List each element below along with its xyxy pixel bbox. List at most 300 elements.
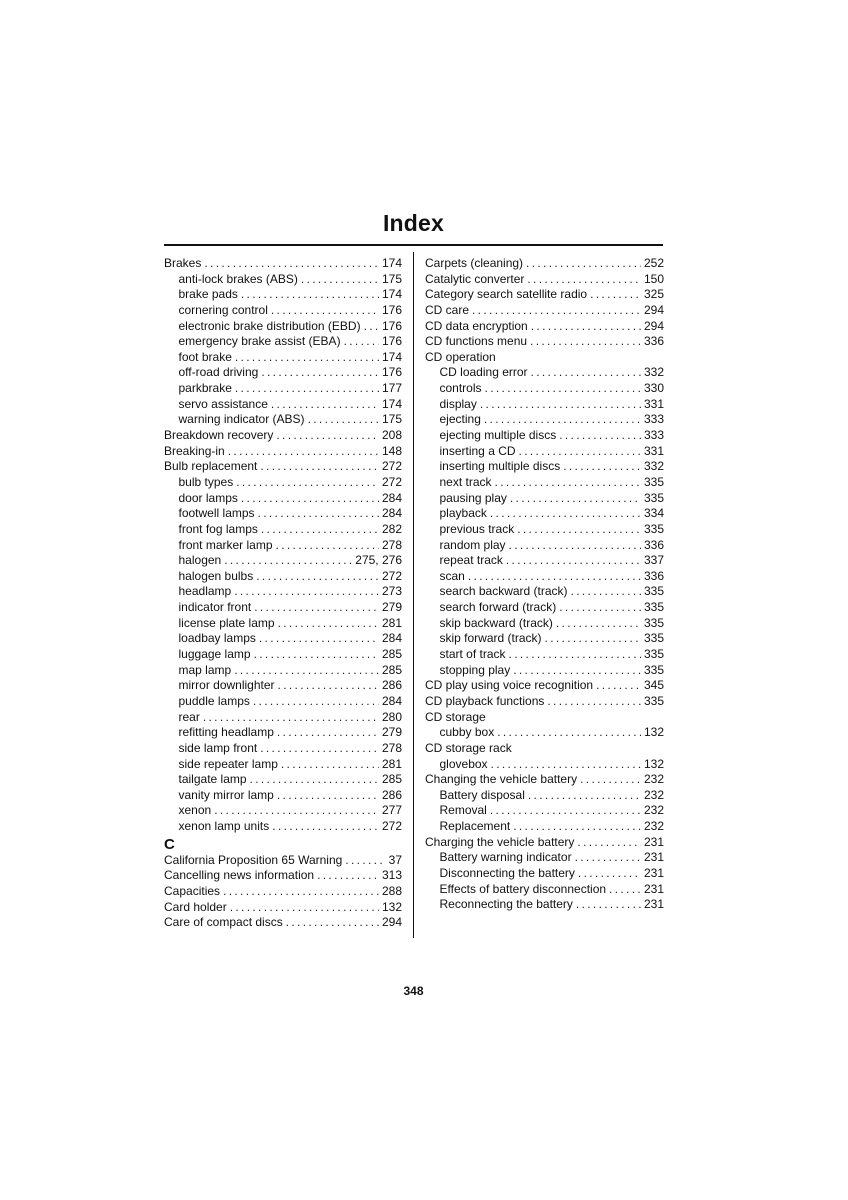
index-subentry	[425, 491, 664, 507]
entry-label: inserting a CD	[439, 443, 516, 458]
dot-leader	[344, 334, 379, 350]
entry-label: Category search satellite radio	[425, 287, 588, 302]
entry-page: 336	[643, 334, 664, 349]
index-subentry	[425, 506, 664, 522]
index-subentry	[164, 616, 402, 632]
entry-page: 284	[381, 693, 402, 708]
entry-label: scan	[439, 568, 465, 583]
dot-leader	[254, 647, 379, 663]
index-entry	[425, 256, 664, 272]
dot-leader	[301, 272, 379, 288]
entry-page: 336	[643, 537, 664, 552]
dot-leader	[260, 459, 379, 475]
index-entry	[164, 868, 402, 884]
index-subentry	[425, 788, 664, 804]
entry-label: CD care	[425, 302, 470, 317]
entry-page: 176	[381, 302, 402, 317]
index-column-right	[425, 256, 664, 913]
dot-leader	[241, 287, 379, 303]
index-subentry	[425, 600, 664, 616]
dot-leader	[276, 428, 379, 444]
dot-leader	[596, 678, 641, 694]
entry-label: brake pads	[178, 287, 238, 302]
entry-label: rear	[178, 709, 200, 724]
entry-page: 332	[643, 459, 664, 474]
dot-leader	[577, 835, 641, 851]
entry-page: 174	[381, 396, 402, 411]
index-entry	[164, 256, 402, 272]
index-entry	[164, 884, 402, 900]
index-entry	[425, 334, 664, 350]
entry-label: start of track	[439, 647, 506, 662]
entry-page: 150	[643, 271, 664, 286]
dot-leader	[590, 287, 641, 303]
index-entry	[164, 900, 402, 916]
dot-leader	[484, 412, 641, 428]
entry-page: 232	[643, 772, 664, 787]
page-number: 348	[403, 984, 424, 998]
index-subentry	[425, 444, 664, 460]
dot-leader	[513, 819, 641, 835]
dot-leader	[497, 725, 641, 741]
index-subentry	[164, 600, 402, 616]
entry-page: 331	[643, 443, 664, 458]
dot-leader	[281, 757, 379, 773]
index-subentry	[425, 850, 664, 866]
entry-label: Carpets (cleaning)	[425, 256, 524, 270]
dot-leader	[271, 303, 379, 319]
entry-label: Reconnecting the battery	[439, 897, 573, 912]
entry-label: parkbrake	[178, 381, 232, 396]
entry-page: 37	[388, 852, 402, 867]
entry-page: 273	[381, 584, 402, 599]
dot-leader	[235, 381, 379, 397]
entry-label: previous track	[439, 521, 515, 536]
entry-label: anti-lock brakes (ABS)	[178, 271, 298, 286]
entry-label: electronic brake distribution (EBD)	[178, 318, 361, 333]
index-subentry	[425, 866, 664, 882]
entry-page: 281	[381, 615, 402, 630]
index-subentry	[164, 303, 402, 319]
dot-leader	[559, 428, 641, 444]
index-subentry	[425, 522, 664, 538]
entry-label: halogen	[178, 553, 222, 568]
entry-label: headlamp	[178, 584, 232, 599]
dot-leader	[531, 319, 641, 335]
entry-label: CD playback functions	[425, 693, 545, 708]
dot-leader	[364, 319, 379, 335]
dot-leader	[509, 647, 641, 663]
entry-label: display	[439, 396, 477, 411]
entry-page: 336	[643, 568, 664, 583]
entry-page: 294	[643, 302, 664, 317]
dot-leader	[308, 412, 379, 428]
entry-page: 345	[643, 678, 664, 693]
entry-page: 335	[643, 584, 664, 599]
index-subentry	[164, 631, 402, 647]
dot-leader	[506, 553, 641, 569]
entry-page: 330	[643, 381, 664, 396]
dot-leader	[563, 459, 641, 475]
dot-leader	[259, 631, 379, 647]
dot-leader	[527, 272, 641, 288]
entry-page: 333	[643, 428, 664, 443]
entry-page: 279	[381, 600, 402, 615]
index-entry	[425, 319, 664, 335]
index-entry	[425, 741, 664, 757]
entry-label: Replacement	[439, 819, 511, 834]
dot-leader	[260, 741, 379, 757]
entry-label: CD loading error	[439, 365, 528, 380]
dot-leader	[235, 350, 379, 366]
dot-leader	[261, 365, 379, 381]
entry-label: Cancelling news information	[164, 868, 315, 883]
index-column-left	[164, 256, 402, 931]
index-entry	[164, 915, 402, 931]
dot-leader	[276, 538, 379, 554]
entry-label: Catalytic converter	[425, 271, 525, 286]
dot-leader	[509, 538, 641, 554]
entry-page: 331	[643, 396, 664, 411]
dot-leader	[204, 256, 379, 272]
dot-leader	[317, 868, 379, 884]
index-subentry	[425, 663, 664, 679]
entry-page: 278	[381, 740, 402, 755]
dot-leader	[526, 256, 641, 272]
index-subentry	[164, 757, 402, 773]
entry-page: 174	[381, 287, 402, 302]
dot-leader	[531, 365, 641, 381]
entry-label: halogen bulbs	[178, 568, 254, 583]
entry-label: repeat track	[439, 553, 503, 568]
index-subentry	[164, 272, 402, 288]
dot-leader	[580, 772, 641, 788]
dot-leader	[223, 884, 379, 900]
entry-label: random play	[439, 537, 506, 552]
index-subentry	[164, 772, 402, 788]
entry-label: xenon	[178, 803, 212, 818]
entry-label: license plate lamp	[178, 615, 275, 630]
entry-label: off-road driving	[178, 365, 259, 380]
index-entry	[164, 444, 402, 460]
entry-label: servo assistance	[178, 396, 268, 411]
entry-label: skip forward (track)	[439, 631, 542, 646]
dot-leader	[277, 725, 379, 741]
entry-page: 285	[381, 772, 402, 787]
index-subentry	[425, 725, 664, 741]
index-subentry	[425, 819, 664, 835]
entry-label: cubby box	[439, 725, 495, 740]
entry-page: 175	[381, 412, 402, 427]
entry-page: 231	[643, 850, 664, 865]
entry-page: 335	[643, 647, 664, 662]
index-subentry	[425, 365, 664, 381]
entry-label: Bulb replacement	[164, 459, 258, 474]
entry-page: 272	[381, 568, 402, 583]
entry-page: 284	[381, 631, 402, 646]
entry-page: 176	[381, 318, 402, 333]
index-subentry	[164, 710, 402, 726]
index-subentry	[164, 365, 402, 381]
entry-page: 174	[381, 256, 402, 270]
dot-leader	[271, 397, 379, 413]
entry-label: Breakdown recovery	[164, 428, 274, 443]
index-subentry	[164, 647, 402, 663]
entry-page: 208	[381, 428, 402, 443]
entry-page: 279	[381, 725, 402, 740]
dot-leader	[490, 803, 641, 819]
entry-page: 288	[381, 883, 402, 898]
dot-leader	[277, 788, 379, 804]
dot-leader	[485, 381, 641, 397]
index-entry	[425, 694, 664, 710]
dot-leader	[234, 584, 379, 600]
dot-leader	[203, 710, 379, 726]
entry-page: 176	[381, 365, 402, 380]
entry-page: 231	[643, 897, 664, 912]
entry-page: 337	[643, 553, 664, 568]
entry-page: 231	[643, 865, 664, 880]
dot-leader	[272, 819, 379, 835]
entry-page: 278	[381, 537, 402, 552]
index-subentry	[164, 475, 402, 491]
entry-label: footwell lamps	[178, 506, 255, 521]
entry-label: next track	[439, 474, 492, 489]
entry-label: California Proposition 65 Warning	[164, 852, 343, 867]
index-entry	[425, 772, 664, 788]
entry-page: 272	[381, 474, 402, 489]
index-subentry	[164, 412, 402, 428]
entry-label: vanity mirror lamp	[178, 787, 274, 802]
index-subentry	[425, 569, 664, 585]
entry-page: 286	[381, 787, 402, 802]
entry-label: Brakes	[164, 256, 202, 270]
entry-label: refitting headlamp	[178, 725, 274, 740]
entry-page: 294	[381, 915, 402, 930]
dot-leader	[256, 569, 379, 585]
entry-page: 177	[381, 381, 402, 396]
entry-label: ejecting multiple discs	[439, 428, 557, 443]
entry-label: puddle lamps	[178, 693, 250, 708]
entry-page: 174	[381, 349, 402, 364]
entry-label: Disconnecting the battery	[439, 865, 575, 880]
entry-label: search backward (track)	[439, 584, 568, 599]
index-subentry	[164, 397, 402, 413]
dot-leader	[519, 444, 641, 460]
entry-label: bulb types	[178, 474, 234, 489]
entry-label: front marker lamp	[178, 537, 273, 552]
index-subentry	[425, 584, 664, 600]
entry-label: Battery warning indicator	[439, 850, 572, 865]
index-subentry	[425, 897, 664, 913]
dot-leader	[228, 444, 379, 460]
dot-leader	[576, 897, 641, 913]
index-subentry	[425, 538, 664, 554]
index-subentry	[164, 741, 402, 757]
index-subentry	[164, 522, 402, 538]
index-subentry	[164, 506, 402, 522]
dot-leader	[261, 522, 379, 538]
entry-page: 277	[381, 803, 402, 818]
dot-leader	[258, 506, 379, 522]
index-subentry	[425, 428, 664, 444]
entry-label: Card holder	[164, 899, 227, 914]
entry-page: 175	[381, 271, 402, 286]
entry-page: 335	[643, 474, 664, 489]
entry-page: 232	[643, 803, 664, 818]
entry-label: CD data encryption	[425, 318, 528, 333]
dot-leader	[491, 757, 641, 773]
entry-label: CD storage	[425, 709, 486, 724]
index-subentry	[164, 287, 402, 303]
entry-label: luggage lamp	[178, 647, 251, 662]
entry-label: foot brake	[178, 349, 232, 364]
dot-leader	[609, 882, 641, 898]
dot-leader	[575, 850, 641, 866]
index-subentry	[425, 459, 664, 475]
dot-leader	[230, 900, 379, 916]
dot-leader	[495, 475, 641, 491]
index-subentry	[425, 397, 664, 413]
entry-page: 333	[643, 412, 664, 427]
dot-leader	[250, 772, 379, 788]
entry-label: xenon lamp units	[178, 819, 270, 834]
entry-label: search forward (track)	[439, 600, 557, 615]
dot-leader	[236, 475, 379, 491]
dot-leader	[234, 663, 379, 679]
dot-leader	[468, 569, 641, 585]
entry-label: tailgate lamp	[178, 772, 247, 787]
dot-leader	[556, 616, 641, 632]
index-subentry	[425, 882, 664, 898]
entry-label: inserting multiple discs	[439, 459, 561, 474]
entry-label: side lamp front	[178, 740, 258, 755]
entry-page: 335	[643, 521, 664, 536]
entry-page: 232	[643, 787, 664, 802]
entry-label: stopping play	[439, 662, 511, 677]
entry-page: 275, 276	[355, 553, 402, 568]
dot-leader	[517, 522, 641, 538]
entry-page: 231	[643, 881, 664, 896]
entry-label: cornering control	[178, 302, 268, 317]
dot-leader	[510, 491, 641, 507]
entry-label: front fog lamps	[178, 521, 258, 536]
dot-leader	[253, 694, 379, 710]
entry-page: 285	[381, 662, 402, 677]
dot-leader	[547, 694, 641, 710]
index-subentry	[164, 584, 402, 600]
entry-page: 176	[381, 334, 402, 349]
dot-leader	[241, 491, 379, 507]
index-entry	[164, 459, 402, 475]
dot-leader	[254, 600, 379, 616]
index-subentry	[425, 412, 664, 428]
index-subentry	[425, 757, 664, 773]
entry-page: 335	[643, 662, 664, 677]
entry-label: indicator front	[178, 600, 252, 615]
dot-leader	[345, 853, 385, 869]
index-entry	[425, 287, 664, 303]
index-subentry	[164, 569, 402, 585]
dot-leader	[578, 866, 641, 882]
entry-page: 332	[643, 365, 664, 380]
index-entry	[425, 303, 664, 319]
index-entry	[425, 350, 664, 366]
index-subentry	[164, 553, 402, 569]
entry-label: Charging the vehicle battery	[425, 834, 575, 849]
index-subentry	[164, 678, 402, 694]
entry-page: 325	[643, 287, 664, 302]
entry-page: 281	[381, 756, 402, 771]
dot-leader	[530, 334, 641, 350]
index-subentry	[164, 819, 402, 835]
dot-leader	[513, 663, 641, 679]
dot-leader	[480, 397, 641, 413]
entry-label: CD operation	[425, 349, 496, 364]
index-subentry	[164, 663, 402, 679]
entry-label: controls	[439, 381, 482, 396]
index-entry	[425, 678, 664, 694]
entry-page: 294	[643, 318, 664, 333]
index-entry	[425, 710, 664, 726]
entry-page: 335	[643, 631, 664, 646]
entry-label: Changing the vehicle battery	[425, 772, 578, 787]
entry-page: 252	[643, 256, 664, 270]
index-subentry	[425, 647, 664, 663]
index-entry	[425, 272, 664, 288]
entry-page: 286	[381, 678, 402, 693]
entry-label: Breaking-in	[164, 443, 225, 458]
entry-label: skip backward (track)	[439, 615, 553, 630]
entry-label: glovebox	[439, 756, 488, 771]
title-rule	[164, 244, 663, 246]
entry-page: 334	[643, 506, 664, 521]
page-title: Index	[382, 210, 445, 236]
entry-page: 132	[643, 756, 664, 771]
entry-label: map lamp	[178, 662, 232, 677]
index-subentry	[164, 334, 402, 350]
entry-page: 284	[381, 506, 402, 521]
dot-leader	[214, 803, 379, 819]
entry-label: loadbay lamps	[178, 631, 256, 646]
dot-leader	[286, 915, 379, 931]
entry-page: 285	[381, 647, 402, 662]
entry-label: Capacities	[164, 883, 221, 898]
index-subentry	[164, 694, 402, 710]
index-subentry	[425, 475, 664, 491]
index-subentry	[164, 350, 402, 366]
entry-label: Battery disposal	[439, 787, 525, 802]
entry-label: Care of compact discs	[164, 915, 283, 930]
entry-page: 232	[643, 819, 664, 834]
entry-label: warning indicator (ABS)	[178, 412, 305, 427]
entry-label: Effects of battery disconnection	[439, 881, 607, 896]
entry-label: Removal	[439, 803, 487, 818]
dot-leader	[528, 788, 641, 804]
index-subentry	[425, 631, 664, 647]
index-subentry	[164, 803, 402, 819]
entry-label: CD play using voice recognition	[425, 678, 594, 693]
entry-label: door lamps	[178, 490, 238, 505]
entry-page: 313	[381, 868, 402, 883]
dot-leader	[278, 678, 379, 694]
index-entry	[425, 835, 664, 851]
column-divider	[413, 252, 414, 938]
entry-page: 272	[381, 819, 402, 834]
dot-leader	[472, 303, 641, 319]
entry-page: 282	[381, 521, 402, 536]
dot-leader	[224, 553, 352, 569]
